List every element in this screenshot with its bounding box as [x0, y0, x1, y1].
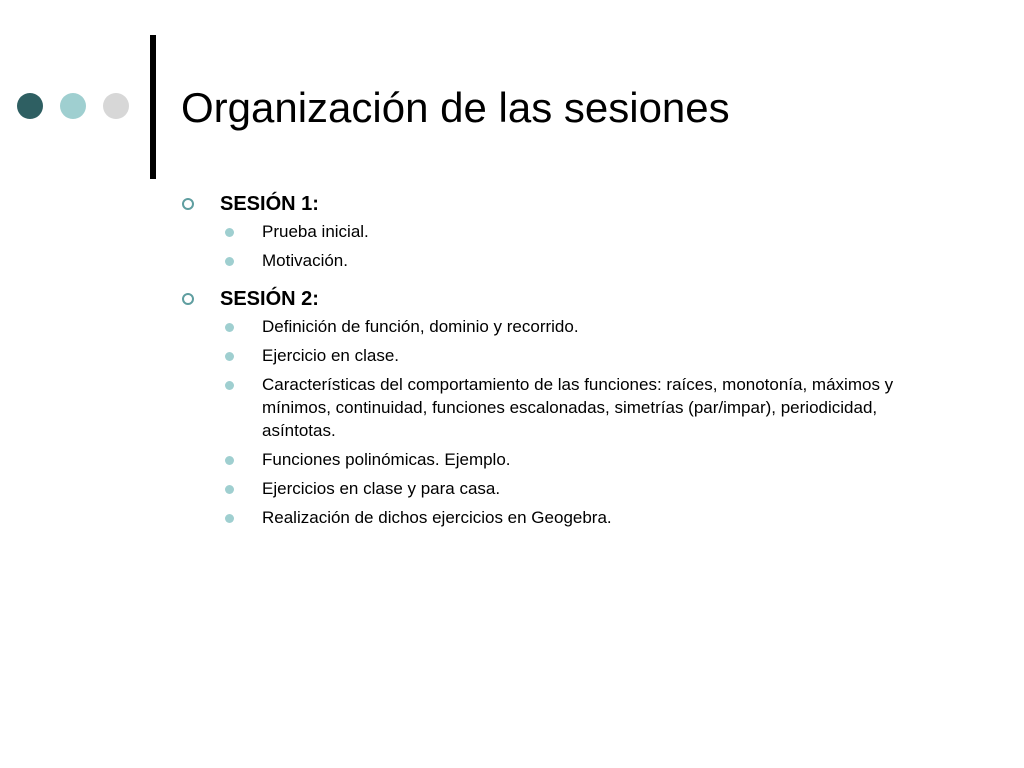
- session-section: [182, 190, 922, 272]
- session-item-text: Ejercicios en clase y para casa.: [262, 479, 501, 498]
- ring-bullet-icon: [182, 293, 194, 305]
- session-item-text: Prueba inicial.: [262, 222, 369, 241]
- session-item-text: Realización de dichos ejercicios en Geogebra.: [262, 508, 612, 527]
- session-item-text: Motivación.: [262, 251, 348, 270]
- session-item-text: Ejercicio en clase.: [262, 346, 400, 365]
- dot-bullet-icon: [225, 381, 234, 390]
- session-heading: SESIÓN 2:: [220, 288, 319, 310]
- slide-content: [182, 190, 922, 535]
- dot-bullet-icon: [225, 456, 234, 465]
- session-list-item: [220, 448, 922, 471]
- decorative-dot-teal: [60, 93, 86, 119]
- dot-bullet-icon: [225, 352, 234, 361]
- session-list-item: [220, 373, 922, 442]
- dot-bullet-icon: [225, 228, 234, 237]
- session-section: [182, 285, 922, 529]
- session-list-item: [220, 506, 922, 529]
- session-item-text: Definición de función, dominio y recorrido.: [262, 317, 579, 336]
- session-heading: SESIÓN 1:: [220, 193, 319, 215]
- session-list-item: [220, 249, 922, 272]
- session-list-item: [220, 315, 922, 338]
- session-item-list: [220, 315, 922, 529]
- ring-bullet-icon: [182, 198, 194, 210]
- session-item-text: Características del comportamiento de las funciones: raíces, monotonía, máximos y mínimos, continuidad, funciones escalonadas, simetrías (par/impar), periodicidad, asíntotas.: [262, 375, 894, 440]
- session-list-item: [220, 220, 922, 243]
- session-item-list: [220, 220, 922, 272]
- decorative-dot-grey: [103, 93, 129, 119]
- title-divider-bar: [150, 35, 156, 179]
- dot-bullet-icon: [225, 323, 234, 332]
- decorative-dot-dark: [17, 93, 43, 119]
- dot-bullet-icon: [225, 514, 234, 523]
- dot-bullet-icon: [225, 485, 234, 494]
- session-list-item: [220, 344, 922, 367]
- slide-title: Organización de las sesiones: [181, 84, 730, 131]
- session-list-item: [220, 477, 922, 500]
- session-item-text: Funciones polinómicas. Ejemplo.: [262, 450, 511, 469]
- dot-bullet-icon: [225, 257, 234, 266]
